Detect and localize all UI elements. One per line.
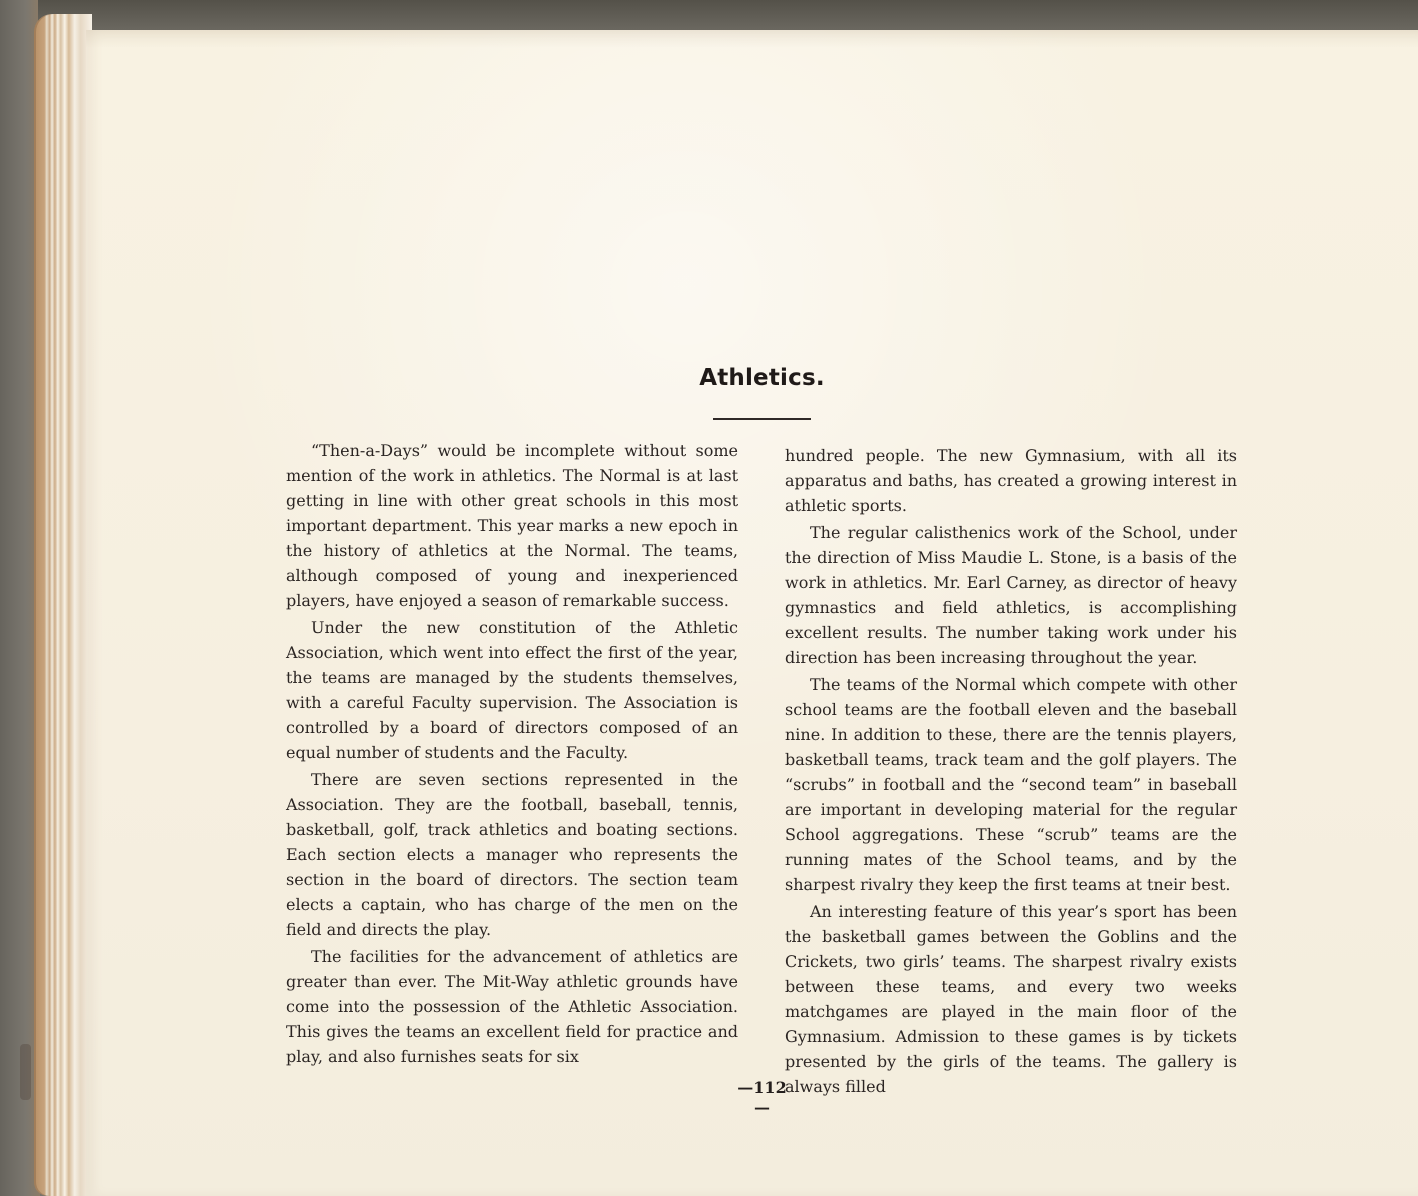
- title-rule: [713, 418, 811, 420]
- left-paragraph-4: The facilities for the advancement of athletics are greater than ever. The Mit-Way athletic grounds have come into the possession of the Athletic Association. This gives the teams an excellent field for practice and play, and also furnishes seats for six: [286, 947, 738, 1066]
- right-column: [785, 443, 1237, 1101]
- left-paragraph-1: “Then-a-Days” would be incomplete without some mention of the work in athletics. The Normal is at last getting in line with other great schools in this most important department. This year marks a new epoch in the history of athletics at the Normal. The teams, although composed of young and inexperienced players, have enjoyed a season of remarkable success.: [286, 441, 738, 610]
- page-number: —112—: [737, 1078, 787, 1117]
- right-paragraph-3: The teams of the Normal which compete with other school teams are the football eleven and the baseball nine. In addition to these, there are the tennis players, basketball teams, track team and the golf players. The “scrubs” in football and the “second team” in baseball are important in developing material for the regular School aggregations. These “scrub” teams are the running mates of the School teams, and by the sharpest rivalry they keep the first teams at tneir best.: [785, 675, 1237, 894]
- top-shadow: [38, 0, 1418, 32]
- page-title: Athletics.: [699, 365, 825, 391]
- right-paragraph-4: An interesting feature of this year’s sport has been the basketball games between the Goblins and the Crickets, two girls’ teams. The sharpest rivalry exists between these teams, and every two weeks matchgames are played in the main floor of the Gymnasium. Admission to these games is by tickets presented by the girls of the teams. The gallery is always filled: [785, 902, 1237, 1096]
- spine-mark: [20, 1044, 31, 1100]
- book-page: [86, 30, 1418, 1196]
- left-paragraph-2: Under the new constitution of the Athletic Association, which went into effect the first of the year, the teams are managed by the students themselves, with a careful Faculty supervision. The Association is controlled by a board of directors composed of an equal number of students and the Faculty.: [286, 618, 738, 762]
- page-edge-stack: [34, 14, 92, 1196]
- left-column: [286, 438, 738, 1071]
- left-paragraph-3: There are seven sections represented in the Association. They are the football, baseball, tennis, basketball, golf, track athletics and boating sections. Each section elects a manager who represents the section in the board of directors. The section team elects a captain, who has charge of the men on the field and directs the play.: [286, 770, 738, 939]
- right-paragraph-2: The regular calisthenics work of the School, under the direction of Miss Maudie L. Stone, is a basis of the work in athletics. Mr. Earl Carney, as director of heavy gymnastics and field athletics, is accomplishing excellent results. The number taking work under his direction has been increasing throughout the year.: [785, 523, 1237, 667]
- right-paragraph-1: hundred people. The new Gymnasium, with all its apparatus and baths, has created a growing interest in athletic sports.: [785, 446, 1237, 515]
